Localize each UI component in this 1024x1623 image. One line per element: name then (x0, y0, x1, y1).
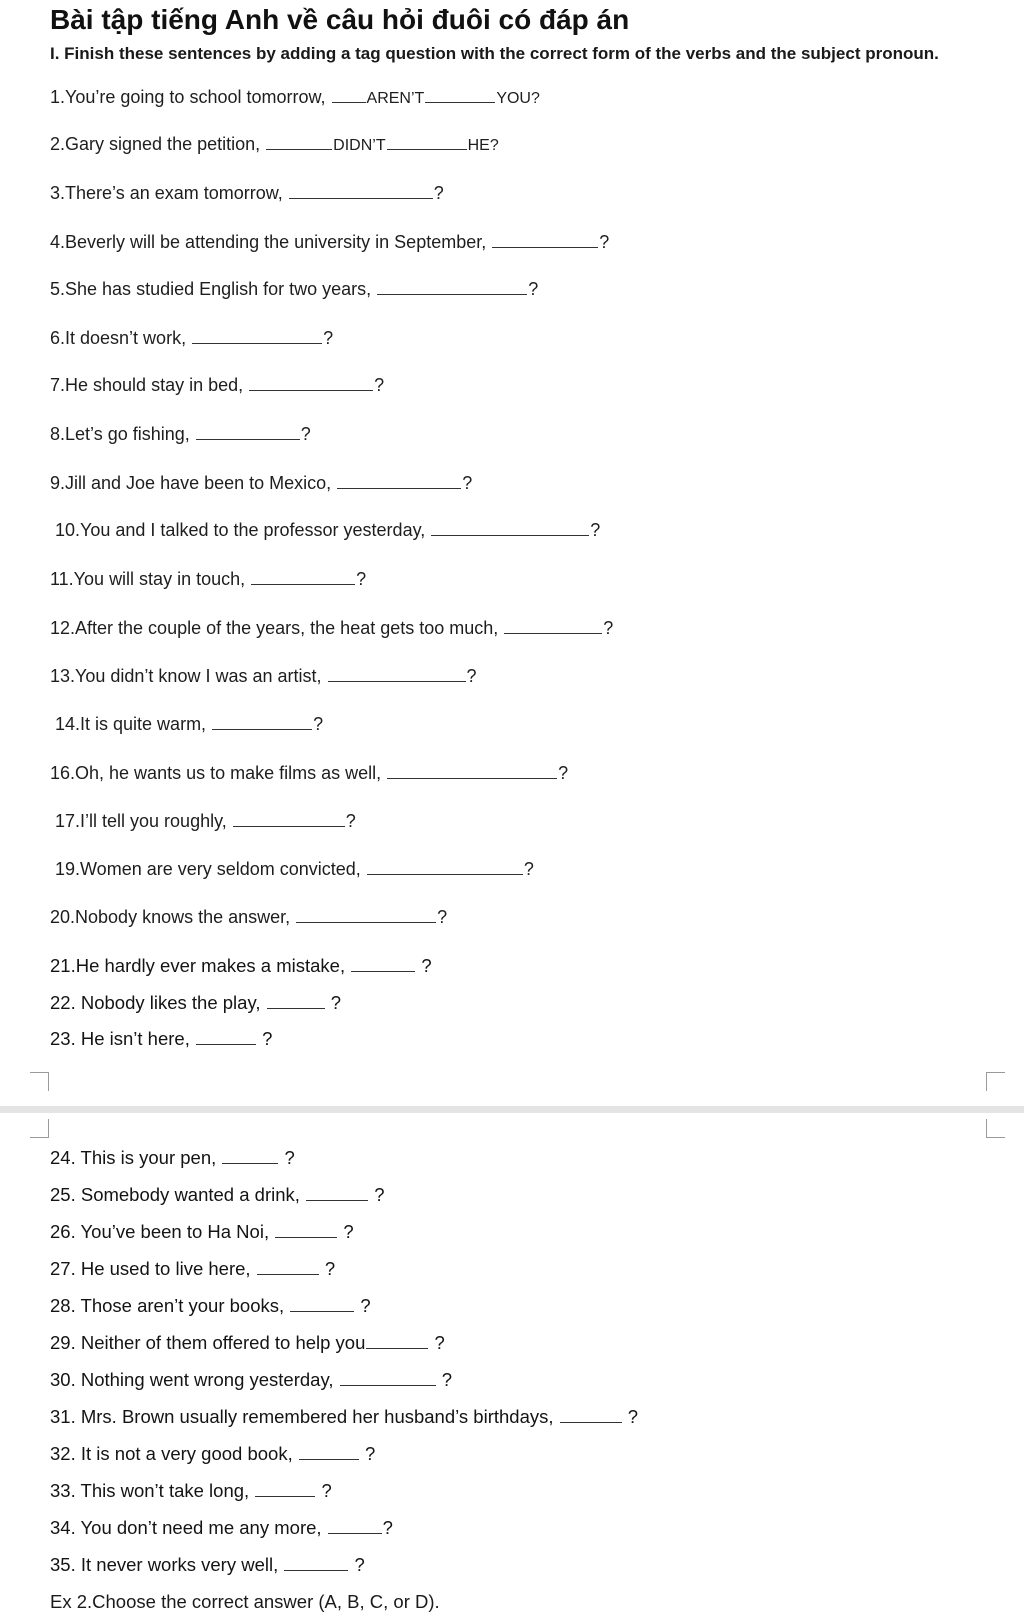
answer-blank (351, 955, 415, 972)
question-text: 13.You didn’t know I was an artist, (50, 666, 322, 686)
page-break (0, 1106, 1024, 1113)
answer-blank (266, 133, 332, 150)
question-text: 12.After the couple of the years, the heat gets too much, (50, 618, 499, 638)
question-28 (50, 1295, 371, 1317)
answer-pronoun: HE? (467, 137, 499, 154)
question-text: 10.You and I talked to the professor yesterday, (55, 520, 426, 540)
answer-blank (387, 133, 467, 150)
answer-pronoun: YOU? (496, 90, 540, 107)
question-text: 5.She has studied English for two years, (50, 279, 372, 299)
question-text: 3.There’s an exam tomorrow, (50, 183, 283, 203)
instruction: I. Finish these sentences by adding a tag question with the correct form of the verbs and the subject pronoun. (50, 44, 939, 63)
question-mark: ? (590, 520, 601, 540)
question-mark: ? (523, 859, 534, 879)
exercise-2-heading: Ex 2.Choose the correct answer (A, B, C, or D). (50, 1591, 440, 1612)
question-12 (50, 617, 613, 639)
answer-blank (296, 906, 436, 923)
question-text: 17.I’ll tell you roughly, (55, 811, 227, 831)
question-29 (50, 1332, 445, 1354)
question-mark: ? (421, 955, 432, 976)
question-20 (50, 906, 447, 928)
question-21 (50, 955, 432, 977)
crop-mark-bottom-right (986, 1119, 1005, 1138)
question-text: 25. Somebody wanted a drink, (50, 1184, 300, 1205)
answer-blank (340, 1369, 436, 1386)
answer-blank (284, 1554, 348, 1571)
question-10 (55, 519, 600, 541)
question-33 (50, 1480, 332, 1502)
answer-verb: AREN’T (366, 90, 425, 107)
answer-blank (306, 1184, 368, 1201)
question-25 (50, 1184, 384, 1206)
question-text: 27. He used to live here, (50, 1258, 251, 1279)
question-text: 26. You’ve been to Ha Noi, (50, 1221, 270, 1242)
question-27 (50, 1258, 335, 1280)
question-mark: ? (462, 473, 473, 493)
answer-blank (377, 278, 527, 295)
question-mark: ? (345, 811, 356, 831)
answer-blank (222, 1147, 278, 1164)
question-text: 23. He isn’t here, (50, 1028, 190, 1049)
crop-mark-bottom-left (30, 1119, 49, 1138)
question-1 (50, 86, 540, 108)
question-text: 24. This is your pen, (50, 1147, 217, 1168)
question-mark: ? (262, 1028, 273, 1049)
question-mark: ? (360, 1295, 371, 1316)
question-mark: ? (434, 1332, 445, 1353)
answer-blank (212, 713, 312, 730)
answer-verb: DIDN’T (333, 137, 386, 154)
question-text: 28. Those aren’t your books, (50, 1295, 285, 1316)
answer-blank (387, 762, 557, 779)
question-mark: ? (433, 183, 444, 203)
question-mark: ? (323, 328, 334, 348)
question-mark: ? (374, 375, 385, 395)
crop-mark-top-left (30, 1072, 49, 1091)
question-text: 16.Oh, he wants us to make films as well, (50, 763, 382, 783)
question-text: 34. You don’t need me any more, (50, 1517, 322, 1538)
question-mark: ? (603, 618, 614, 638)
question-30 (50, 1369, 452, 1391)
answer-blank (255, 1480, 315, 1497)
question-4 (50, 231, 609, 253)
question-mark: ? (382, 1517, 393, 1538)
question-text: 20.Nobody knows the answer, (50, 907, 291, 927)
question-mark: ? (321, 1480, 332, 1501)
question-22 (50, 992, 341, 1014)
question-16 (50, 762, 568, 784)
answer-blank (290, 1295, 354, 1312)
question-34 (50, 1517, 393, 1539)
question-14 (55, 713, 323, 735)
question-mark: ? (558, 763, 569, 783)
question-35 (50, 1554, 365, 1576)
question-mark: ? (356, 569, 367, 589)
answer-blank (299, 1443, 359, 1460)
question-text: 21.He hardly ever makes a mistake, (50, 955, 346, 976)
answer-blank (275, 1221, 337, 1238)
question-8 (50, 423, 311, 445)
question-mark: ? (466, 666, 477, 686)
question-text: 8.Let’s go fishing, (50, 424, 190, 444)
question-mark: ? (437, 907, 448, 927)
answer-blank (337, 472, 461, 489)
question-mark: ? (365, 1443, 376, 1464)
answer-blank (196, 1028, 256, 1045)
answer-blank (233, 810, 345, 827)
question-3 (50, 182, 444, 204)
answer-blank (425, 86, 495, 103)
question-text: 31. Mrs. Brown usually remembered her husband’s birthdays, (50, 1406, 554, 1427)
question-text: 32. It is not a very good book, (50, 1443, 293, 1464)
question-mark: ? (284, 1147, 295, 1168)
answer-blank (289, 182, 433, 199)
question-mark: ? (599, 232, 610, 252)
answer-blank (257, 1258, 319, 1275)
page-title: Bài tập tiếng Anh về câu hỏi đuôi có đáp án (50, 4, 630, 35)
question-26 (50, 1221, 354, 1243)
answer-blank (492, 231, 598, 248)
question-mark: ? (330, 992, 342, 1013)
answer-blank (328, 665, 466, 682)
question-6 (50, 327, 333, 349)
question-mark: ? (324, 1258, 336, 1279)
question-text: 4.Beverly will be attending the university in September, (50, 232, 487, 252)
question-31 (50, 1406, 638, 1428)
question-7 (50, 374, 384, 396)
question-text: 35. It never works very well, (50, 1554, 279, 1575)
answer-blank (267, 992, 325, 1009)
crop-mark-top-right (986, 1072, 1005, 1091)
question-text: 9.Jill and Joe have been to Mexico, (50, 473, 332, 493)
question-mark: ? (300, 424, 311, 444)
question-text: 33. This won’t take long, (50, 1480, 250, 1501)
question-mark: ? (354, 1554, 365, 1575)
question-mark: ? (343, 1221, 354, 1242)
question-text: 30. Nothing went wrong yesterday, (50, 1369, 334, 1390)
question-13 (50, 665, 477, 687)
question-19 (55, 858, 534, 880)
question-mark: ? (374, 1184, 385, 1205)
question-text: 2.Gary signed the petition, (50, 134, 261, 154)
question-text: 14.It is quite warm, (55, 714, 207, 734)
question-32 (50, 1443, 375, 1465)
question-23 (50, 1028, 272, 1050)
question-mark: ? (441, 1369, 453, 1390)
question-text: 7.He should stay in bed, (50, 375, 244, 395)
answer-blank (366, 1332, 428, 1349)
answer-blank (431, 519, 589, 536)
question-text: 29. Neither of them offered to help you (50, 1332, 366, 1353)
answer-blank (192, 327, 322, 344)
question-text: 1.You’re going to school tomorrow, (50, 87, 326, 107)
question-text: 11.You will stay in touch, (50, 569, 246, 589)
question-mark: ? (627, 1406, 639, 1427)
answer-blank (332, 86, 366, 103)
question-text: 19.Women are very seldom convicted, (55, 859, 361, 879)
question-mark: ? (528, 279, 539, 299)
question-2 (50, 133, 499, 155)
question-24 (50, 1147, 295, 1169)
question-text: 22. Nobody likes the play, (50, 992, 261, 1013)
question-text: 6.It doesn’t work, (50, 328, 187, 348)
answer-blank (251, 568, 355, 585)
answer-blank (560, 1406, 622, 1423)
answer-blank (367, 858, 523, 875)
answer-blank (328, 1517, 382, 1534)
question-17 (55, 810, 356, 832)
answer-blank (504, 617, 602, 634)
question-mark: ? (313, 714, 324, 734)
question-5 (50, 278, 538, 300)
answer-blank (196, 423, 300, 440)
question-11 (50, 568, 366, 590)
question-9 (50, 472, 472, 494)
answer-blank (249, 374, 373, 391)
